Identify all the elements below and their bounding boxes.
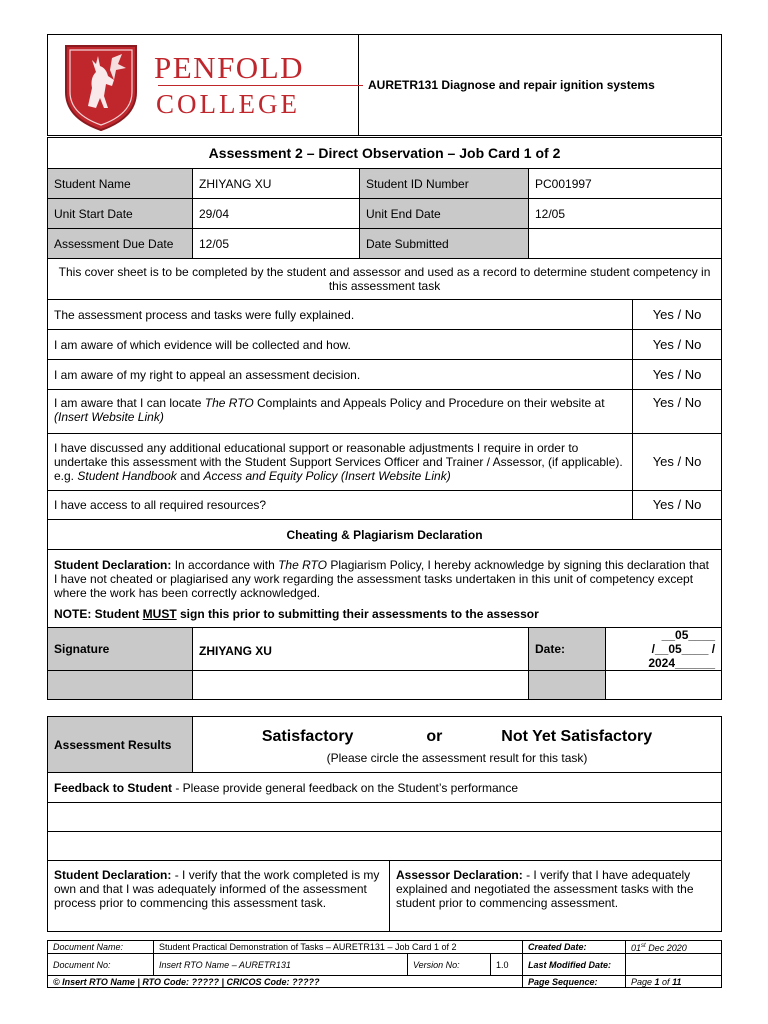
doc-name-value: Student Practical Demonstration of Tasks – AURETR131 – Job Card 1 of 2 [154, 941, 523, 954]
feedback-field[interactable] [48, 803, 722, 832]
question-text: I am aware of my right to appeal an assessment decision. [48, 360, 633, 390]
student-id-label: Student ID Number [360, 169, 529, 199]
logo-cell [48, 35, 359, 136]
yes-no-toggle[interactable]: Yes / No [633, 434, 722, 491]
student-id-field[interactable]: PC001997 [529, 169, 722, 199]
yes-no-toggle[interactable]: Yes / No [633, 330, 722, 360]
yes-no-toggle[interactable]: Yes / No [633, 491, 722, 520]
date-submitted-label: Date Submitted [360, 229, 529, 259]
last-modified-value [626, 954, 722, 976]
website-link: Access and Equity Policy (Insert Website Link) [203, 469, 451, 483]
due-date-label: Assessment Due Date [48, 229, 193, 259]
college-crest-icon [62, 40, 140, 132]
circle-note: (Please circle the assessment result for this task) [326, 750, 588, 765]
version-label: Version No: [408, 954, 491, 976]
date-line: __05____ /__05____ / [651, 628, 716, 656]
blank-label [48, 671, 193, 700]
question-part: I have discussed any additional educational support or reasonable adjustments I require in order to undertake this assessment with the Student Support Services Officer and Trainer / Assessor, (if applicable). e.g. [54, 441, 623, 483]
note-text: NOTE: Student [54, 607, 143, 621]
college-sub: COLLEGE [156, 89, 300, 119]
created-date-label: Created Date: [523, 941, 626, 954]
due-date-field[interactable]: 12/05 [193, 229, 360, 259]
note-text: sign this prior to submitting their assessments to the assessor [176, 607, 539, 621]
date-label: Date: [529, 628, 606, 671]
student-declaration-text: - I verify that the work completed is my own and that I was adequately informed of the assessment process prior to commencing this assessment task. [54, 868, 380, 910]
date-submitted-field[interactable] [529, 229, 722, 259]
yes-no-toggle[interactable]: Yes / No [633, 300, 722, 330]
question-text: The assessment process and tasks were fully explained. [48, 300, 633, 330]
college-name: PENFOLD [154, 50, 305, 85]
assessor-declaration-label: Assessor Declaration: [396, 868, 523, 882]
copyright-text: © Insert RTO Name | RTO Code: ????? | CRICOS Code: ????? [48, 976, 523, 988]
created-date-value [626, 941, 722, 954]
blank-field[interactable] [193, 671, 529, 700]
last-modified-label: Last Modified Date: [523, 954, 626, 976]
date-line: 2024______ [648, 656, 716, 670]
version-value: 1.0 [491, 954, 523, 976]
declaration-text: The RTO [278, 558, 328, 572]
blank-field[interactable] [606, 671, 722, 700]
declaration-text: Plagiarism Policy, I hereby acknowledge by signing this declaration that I have not cheated or plagiarised any work regarding the assessment tasks undertaken in this unit of competency except where the work has been correctly acknowledged. [54, 558, 709, 600]
page-of: of [659, 976, 673, 987]
website-link: (Insert Website Link) [54, 410, 164, 424]
doc-name-label: Document Name: [48, 941, 154, 954]
assessment-form [47, 137, 722, 700]
question-text: I am aware of which evidence will be collected and how. [48, 330, 633, 360]
cheating-title: Cheating & Plagiarism Declaration [48, 520, 722, 550]
blank-label [529, 671, 606, 700]
unit-start-field[interactable]: 29/04 [193, 199, 360, 229]
question-part: The RTO [204, 396, 254, 410]
college-divider [158, 85, 363, 86]
page-sequence-value [626, 976, 722, 988]
student-declaration-label: Student Declaration: [54, 868, 172, 882]
question-part: and [176, 469, 204, 483]
result-options [193, 717, 722, 773]
question-part: I am aware that I can locate [54, 396, 205, 410]
cover-note: This cover sheet is to be completed by the student and assessor and used as a record to determine student competency in this assessment task [48, 259, 722, 300]
question-text [48, 434, 633, 491]
created-rest: Dec 2020 [645, 943, 687, 953]
page-prefix: Page [631, 976, 655, 987]
page-total: 11 [672, 976, 682, 987]
yes-no-toggle[interactable]: Yes / No [633, 390, 722, 434]
feedback-label: Feedback to Student [54, 780, 173, 795]
declaration-label: Student Declaration: [54, 558, 172, 572]
header-table [47, 34, 722, 136]
signature-date-field[interactable] [606, 628, 722, 671]
signature-label: Signature [48, 628, 193, 671]
student-declaration-box [48, 861, 390, 932]
student-declaration [48, 550, 722, 628]
doc-no-value: Insert RTO Name – AURETR131 [154, 954, 408, 976]
assessor-declaration-box [390, 861, 722, 932]
note-text: MUST [142, 607, 177, 621]
or-text: or [426, 727, 443, 745]
unit-title: AURETR131 Diagnose and repair ignition systems [359, 35, 722, 136]
form-title: Assessment 2 – Direct Observation – Job Card 1 of 2 [48, 138, 722, 169]
question-text [48, 390, 633, 434]
unit-end-label: Unit End Date [360, 199, 529, 229]
unit-end-field[interactable]: 12/05 [529, 199, 722, 229]
page-number: 1 [654, 976, 660, 987]
feedback-heading [48, 773, 722, 803]
not-yet-satisfactory-option[interactable]: Not Yet Satisfactory [501, 727, 653, 745]
question-text: I have access to all required resources? [48, 491, 633, 520]
assessment-results-label: Assessment Results [48, 717, 193, 773]
student-name-field[interactable]: ZHIYANG XU [193, 169, 360, 199]
results-table [47, 716, 722, 932]
student-name-label: Student Name [48, 169, 193, 199]
declaration-text: In accordance with [171, 558, 279, 572]
page-sequence-label: Page Sequence: [523, 976, 626, 988]
unit-start-label: Unit Start Date [48, 199, 193, 229]
doc-no-label: Document No: [48, 954, 154, 976]
document-footer [47, 940, 722, 988]
feedback-field[interactable] [48, 832, 722, 861]
question-part: Student Handbook [77, 469, 177, 483]
assessor-declaration-text: - I verify that I have adequately explained and negotiated the assessment tasks with the student prior to commencing assessment. [396, 868, 694, 910]
satisfactory-option[interactable]: Satisfactory [261, 727, 354, 745]
signature-field[interactable]: ZHIYANG XU [193, 628, 529, 671]
question-part: Complaints and Appeals Policy and Procedure on their website at [253, 396, 605, 410]
feedback-text: - Please provide general feedback on the Student’s performance [172, 780, 519, 795]
created-sup: st [641, 943, 646, 949]
created-day: 01 [631, 943, 642, 953]
yes-no-toggle[interactable]: Yes / No [633, 360, 722, 390]
